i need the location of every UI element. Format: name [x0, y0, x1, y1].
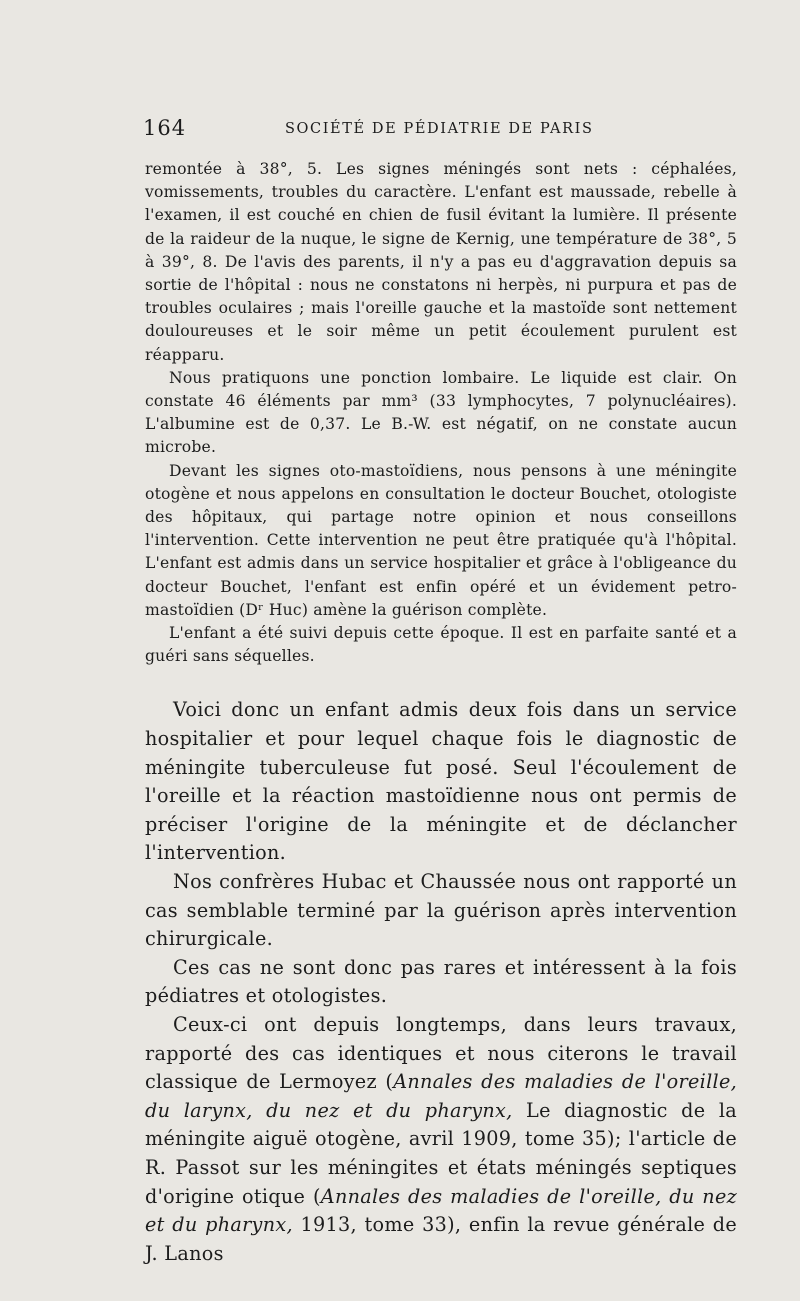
paragraph-summary: Voici donc un enfant admis deux fois dans un service hospitalier et pour lequel chaque fois le diagnostic de méningite tuberculeuse fut posé. Seul l'écoulement de l'oreille et la réaction mastoïdienne nous ont permis de préciser l'origine de la méningite et de déclancher l'intervention.: [145, 698, 737, 865]
paragraph-similar-case: Nos confrères Hubac et Chaussée nous ont rapporté un cas semblable terminé par la guérison après intervention chirurgicale.: [145, 870, 737, 951]
paragraph-lumbar-puncture: Nous pratiquons une ponction lombaire. Le liquide est clair. On constate 46 éléments par mm³ (33 lymphocytes, 7 polynucléaires). L'albumine est de 0,37. Le B.-W. est négatif, on ne constate aucun microbe.: [145, 368, 737, 457]
paragraph-intervention: Devant les signes oto-mastoïdiens, nous pensons à une méningite otogène et nous appelons en consultation le docteur Bouchet, otologiste des hôpitaux, qui partage notre opinion et nous conseillons l'intervention. Cette intervention ne peut être pratiquée qu'à l'hôpital. L'enfant est admis dans un service hospitalier et grâce à l'obligeance du docteur Bouchet, l'enfant est enfin opéré et un évidement petro-mastoïdien (Dʳ Huc) amène la guérison complète.: [145, 461, 737, 619]
reference-text-2: Le diagnostic de la méningite aiguë otogène, avril 1909, tome 35); l'article de R. Passot sur les méningites et états méningés septiques d'origine otique (: [145, 1098, 737, 1208]
journal-title-2: Annales des maladies de l'oreille, du nez et du pharynx,: [145, 1184, 738, 1237]
paragraph-references: [145, 1011, 737, 1268]
page-number: 164: [143, 116, 187, 140]
small-print-section: [145, 158, 737, 668]
body-text: [145, 158, 737, 1268]
page-header: [143, 116, 743, 146]
main-text-section: [145, 696, 737, 1268]
paragraph-not-rare: Ces cas ne sont donc pas rares et intéressent à la fois pédiatres et otologistes.: [145, 955, 737, 1008]
running-head: SOCIÉTÉ DE PÉDIATRIE DE PARIS: [285, 121, 594, 137]
reference-text-1: Ceux-ci ont depuis longtemps, dans leurs travaux, rapporté des cas identiques et nous citerons le travail classique de Lermoyez (: [145, 1013, 737, 1094]
journal-title-1: Annales des maladies de l'oreille, du larynx, du nez et du pharynx,: [145, 1070, 737, 1122]
paragraph-symptoms: remontée à 38°, 5. Les signes méningés sont nets : céphalées, vomissements, troubles du caractère. L'enfant est maussade, rebelle à l'examen, il est couché en chien de fusil évitant la lumière. Il présente de la raideur de la nuque, le signe de Kernig, une température de 38°, 5 à 39°, 8. De l'avis des parents, il n'y a pas eu d'aggravation depuis sa sortie de l'hôpital : nous ne constatons ni herpès, ni purpura et pas de troubles oculaires ; mais l'oreille gauche et la mastoïde sont nettement douloureuses et le soir même un petit écoulement purulent est réapparu.: [145, 160, 737, 364]
paragraph-follow-up: L'enfant a été suivi depuis cette époque. Il est en parfaite santé et a guéri sans séquelles.: [145, 624, 737, 666]
reference-text-3: 1913, tome 33), enfin la revue générale de J. Lanos: [145, 1213, 737, 1265]
